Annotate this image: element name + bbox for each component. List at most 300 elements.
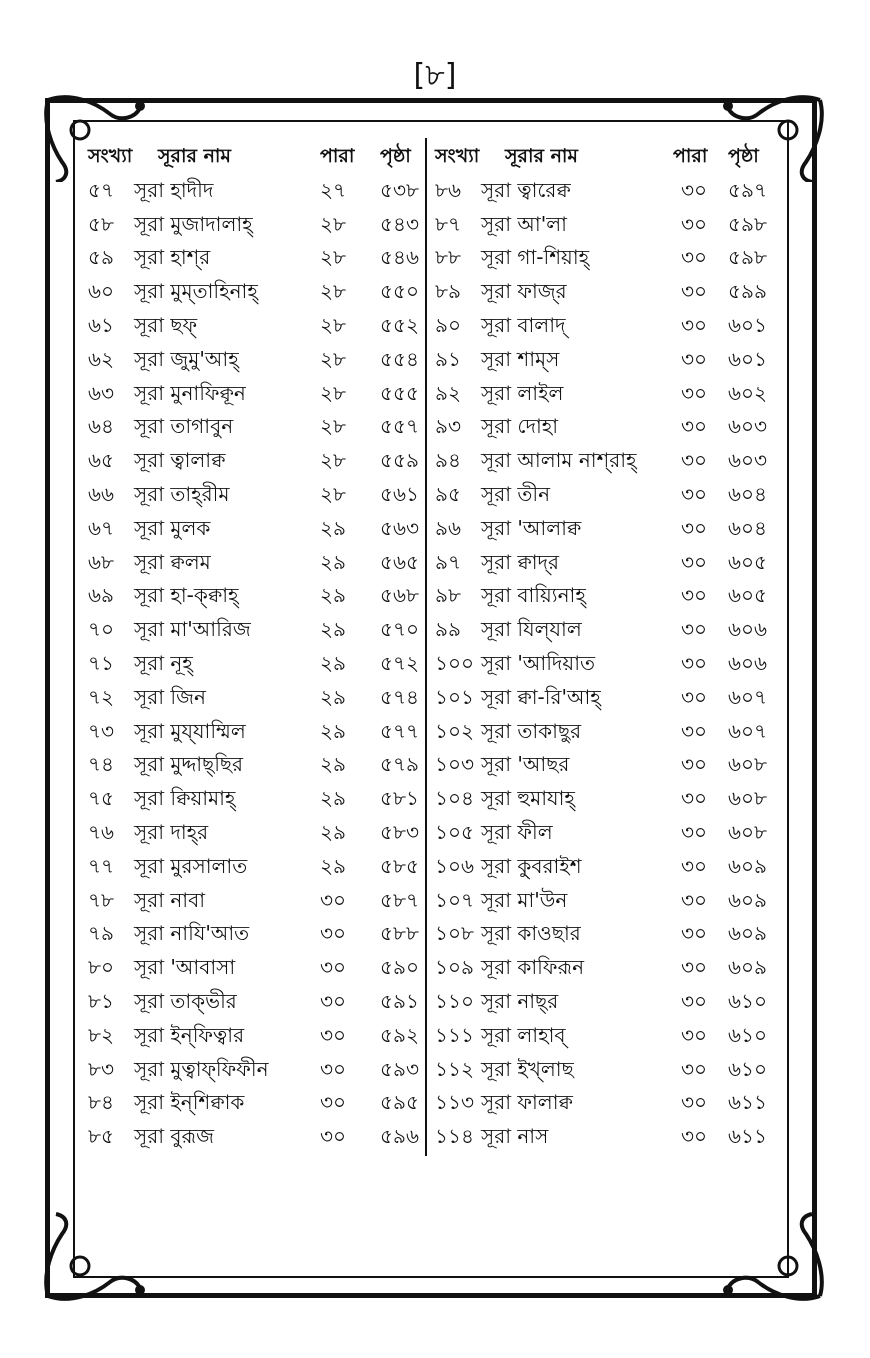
table-row (88, 174, 418, 208)
surah-name: সূরা ত্বালাক্ব (134, 448, 226, 473)
page-number-cell: ৫৫৪ (380, 346, 419, 371)
surah-number: ১১২ (435, 1056, 474, 1081)
para-number: ২৮ (320, 414, 346, 439)
para-number: ৩০ (320, 955, 347, 980)
page-number-cell: ৫৬৫ (380, 549, 419, 574)
surah-number: ১০৮ (435, 921, 474, 946)
table-row (88, 410, 418, 444)
page-number-cell: ৬০৯ (728, 955, 767, 980)
table-row (433, 208, 773, 242)
table-row (433, 951, 773, 985)
surah-name: সূরা নাস (481, 1124, 549, 1149)
para-number: ৩০ (681, 346, 708, 371)
page-number-cell: ৬১০ (728, 1056, 767, 1081)
page-number-cell: ৫৪৬ (380, 245, 419, 270)
surah-name: সূরা বুরূজ (134, 1124, 214, 1149)
toc-left-column (88, 140, 418, 1154)
page-number-cell: ৫৩৮ (380, 177, 419, 202)
page-number-cell: ৬০৫ (728, 583, 767, 608)
page-number-cell: ৬০৮ (728, 819, 767, 844)
surah-number: ১০৩ (435, 752, 474, 777)
surah-number: ৮৯ (435, 279, 461, 304)
table-row (433, 1053, 773, 1087)
surah-number: ৯৮ (435, 583, 461, 608)
para-number: ২৮ (320, 481, 346, 506)
surah-name: সূরা মুত্বাফ্‌ফিফীন (134, 1056, 269, 1081)
para-number: ২৮ (320, 448, 346, 473)
surah-number: ৮১ (88, 988, 114, 1013)
para-number: ৩০ (681, 380, 708, 405)
surah-name: সূরা ছফ্ (134, 312, 197, 337)
para-number: ২৯ (320, 650, 346, 675)
table-row (433, 748, 773, 782)
surah-number: ৭৬ (88, 819, 115, 844)
page-number-cell: ৫৯৫ (380, 1090, 419, 1115)
surah-number: ১০৯ (435, 955, 474, 980)
page-number-cell: ৫৭৯ (380, 752, 419, 777)
surah-name: সূরা তীন (481, 481, 551, 506)
para-number: ২৯ (320, 684, 346, 709)
para-number: ২৮ (320, 245, 346, 270)
para-number: ৩০ (681, 481, 708, 506)
table-row (433, 410, 773, 444)
surah-name: সূরা বায়্যিনাহ্ (481, 583, 586, 608)
surah-name: সূরা ত্বারেক্ব (481, 177, 571, 202)
para-number: ৩০ (681, 549, 708, 574)
surah-number: ৮৭ (435, 211, 461, 236)
page-number-cell: ৫৮৭ (380, 887, 419, 912)
para-number: ৩০ (681, 887, 708, 912)
para-number: ৩০ (681, 448, 708, 473)
surah-name: সূরা ইন্‌শিক্বাক (134, 1090, 245, 1115)
para-number: ৩০ (681, 1124, 708, 1149)
surah-number: ৯২ (435, 380, 461, 405)
table-row (88, 241, 418, 275)
column-divider (425, 138, 427, 1156)
table-row (88, 1120, 418, 1154)
surah-name: সূরা ইন্‌ফিত্বার (134, 1022, 245, 1047)
surah-number: ৯১ (435, 346, 461, 371)
table-row (88, 884, 418, 918)
table-row (433, 512, 773, 546)
surah-name: সূরা আ'লা (481, 211, 567, 236)
surah-number: ৬০ (88, 279, 115, 304)
para-number: ৩০ (681, 312, 708, 337)
surah-name: সূরা হা-ক্ক্বাহ্ (134, 583, 239, 608)
page-number-cell: ৬০৭ (728, 684, 768, 709)
page-number-cell: ৬০৪ (728, 515, 767, 540)
table-row (433, 579, 773, 613)
page-number-cell: ৫৭২ (380, 650, 419, 675)
surah-number: ৯৩ (435, 414, 461, 439)
page-number-cell: ৫৫৫ (380, 380, 419, 405)
table-row (88, 444, 418, 478)
para-number: ৩০ (681, 786, 708, 811)
table-row (433, 715, 773, 749)
table-row (433, 241, 773, 275)
page-number-cell: ৬০৯ (728, 853, 767, 878)
surah-name: সূরা মুলক (134, 515, 211, 540)
para-number: ৩০ (681, 650, 708, 675)
surah-name: সূরা মুনাফিক্বূন (134, 380, 246, 405)
page-number-cell: ৫৬১ (380, 481, 419, 506)
table-row (88, 377, 418, 411)
page-number-cell: ৫৬৮ (380, 583, 419, 608)
page-number-cell: ৫৫০ (380, 279, 419, 304)
header-page: পৃষ্ঠা (380, 145, 411, 167)
para-number: ২৮ (320, 346, 346, 371)
para-number: ২৯ (320, 549, 346, 574)
table-row (433, 174, 773, 208)
page-number-cell: ৬১১ (728, 1090, 767, 1115)
surah-number: ৭৩ (88, 718, 115, 743)
table-row (88, 681, 418, 715)
table-row (88, 546, 418, 580)
toc-right-column (433, 140, 773, 1154)
surah-number: ৫৮ (88, 211, 114, 236)
page-number-cell: ৬০২ (728, 380, 768, 405)
surah-number: ৭৯ (88, 921, 114, 946)
page-number-cell: ৫৮৫ (380, 853, 419, 878)
surah-number: ৭১ (88, 650, 114, 675)
page-number-cell: ৫৮১ (380, 786, 419, 811)
page-number-cell: ৬০৬ (728, 650, 768, 675)
table-row (433, 309, 773, 343)
surah-name: সূরা মা'আরিজ (134, 617, 251, 642)
para-number: ২৯ (320, 786, 346, 811)
para-number: ৩০ (681, 988, 708, 1013)
surah-number: ৬২ (88, 346, 115, 371)
table-row (433, 816, 773, 850)
page-number-cell: ৬০৯ (728, 921, 767, 946)
surah-name: সূরা ফীল (481, 819, 553, 844)
para-number: ২৯ (320, 819, 346, 844)
surah-name: সূরা 'আছর (481, 752, 570, 777)
para-number: ২৯ (320, 853, 346, 878)
para-number: ৩০ (320, 988, 347, 1013)
page-number-cell: ৫৯১ (380, 988, 419, 1013)
header-no: সংখ্যা (435, 145, 480, 167)
table-row (88, 917, 418, 951)
para-number: ২৯ (320, 617, 346, 642)
table-row (88, 647, 418, 681)
surah-number: ৮৮ (435, 245, 461, 270)
surah-number: ১১১ (435, 1022, 474, 1047)
para-number: ৩০ (681, 684, 708, 709)
surah-name: সূরা লাইল (481, 380, 564, 405)
para-number: ৩০ (681, 921, 708, 946)
surah-number: ৯৫ (435, 481, 461, 506)
surah-number: ৬৫ (88, 448, 114, 473)
surah-number: ৬৯ (88, 583, 114, 608)
para-number: ৩০ (681, 617, 708, 642)
page-number-cell: ৫৪৩ (380, 211, 419, 236)
surah-number: ৫৭ (88, 177, 114, 202)
surah-number: ৭৪ (88, 752, 114, 777)
para-number: ৩০ (320, 1022, 347, 1047)
surah-name: সূরা নাছ্‌র (481, 988, 559, 1013)
surah-name: সূরা শাম্‌স (481, 346, 560, 371)
surah-number: ৮৫ (88, 1124, 114, 1149)
surah-number: ১০৬ (435, 853, 474, 878)
surah-number: ৫৯ (88, 245, 114, 270)
table-row (433, 917, 773, 951)
page-number-cell: ৬১১ (728, 1124, 767, 1149)
surah-name: সূরা ইখ্‌লাছ (481, 1056, 574, 1081)
surah-name: সূরা কাফিরূন (481, 955, 585, 980)
table-row (88, 850, 418, 884)
surah-number: ৬৪ (88, 414, 114, 439)
table-row (88, 816, 418, 850)
page-number-cell: ৬০৮ (728, 786, 767, 811)
surah-name: সূরা বালাদ্ (481, 312, 566, 337)
surah-number: ৯৬ (435, 515, 461, 540)
toc-left-rows (88, 174, 418, 1154)
surah-name: সূরা 'আলাক্ব (481, 515, 582, 540)
corner-ornament-icon (718, 1212, 828, 1304)
page-number-cell: ৫৯৩ (380, 1056, 419, 1081)
page-number-cell: ৫৯৯ (728, 279, 767, 304)
table-row (88, 951, 418, 985)
page-number-cell: ৬০৯ (728, 887, 767, 912)
page-number: [৮] (413, 58, 457, 93)
page-number-cell: ৫৫৭ (380, 414, 419, 439)
para-number: ৩০ (681, 955, 708, 980)
para-number: ৩০ (320, 921, 347, 946)
surah-number: ১০৪ (435, 786, 474, 811)
surah-name: সূরা মুদ্দাছ্‌ছির (134, 752, 244, 777)
table-row (88, 1053, 418, 1087)
header-para: পারা (673, 145, 708, 167)
surah-name: সূরা ফাজ্‌র (481, 279, 567, 304)
surah-name: সূরা মুরসালাত (134, 853, 248, 878)
para-number: ২৯ (320, 583, 346, 608)
para-number: ২৮ (320, 312, 346, 337)
para-number: ৩০ (681, 853, 708, 878)
surah-number: ৮৬ (435, 177, 461, 202)
surah-name: সূরা মুম্‌তাহিনাহ্ (134, 279, 258, 304)
surah-name: সূরা 'আবাসা (134, 955, 236, 980)
para-number: ৩০ (681, 279, 708, 304)
page-number-cell: ৫৮৩ (380, 819, 419, 844)
para-number: ৩০ (681, 245, 708, 270)
surah-name: সূরা জিন (134, 684, 206, 709)
page-number-cell: ৬০১ (728, 312, 767, 337)
para-number: ২৯ (320, 718, 346, 743)
page-number-cell: ৫৭৪ (380, 684, 419, 709)
surah-number: ৮২ (88, 1022, 114, 1047)
table-row (433, 613, 773, 647)
table-row (433, 1019, 773, 1053)
table-header (433, 140, 773, 174)
table-row (88, 715, 418, 749)
surah-name: সূরা কু্বরাইশ (481, 853, 582, 878)
header-name: সূরার নাম (158, 145, 231, 167)
para-number: ৩০ (681, 819, 708, 844)
surah-name: সূরা মা'উন (481, 887, 568, 912)
table-header (88, 140, 418, 174)
table-row (88, 343, 418, 377)
surah-name: সূরা তাকাছুর (481, 718, 582, 743)
header-name: সূরার নাম (505, 145, 578, 167)
page-number-cell: ৬০৩ (728, 448, 768, 473)
surah-name: সূরা 'আদিয়াত (481, 650, 596, 675)
surah-number: ১০১ (435, 684, 474, 709)
surah-number: ৯৭ (435, 549, 461, 574)
surah-name: সূরা ক্বাদ্‌র (481, 549, 560, 574)
para-number: ৩০ (681, 1056, 708, 1081)
para-number: ৩০ (320, 1124, 347, 1149)
para-number: ৩০ (320, 1056, 347, 1081)
table-row (88, 782, 418, 816)
para-number: ২৯ (320, 752, 346, 777)
surah-name: সূরা ক্বা-রি'আহ্ (481, 684, 601, 709)
para-number: ৩০ (320, 1090, 347, 1115)
table-row (433, 546, 773, 580)
table-row (88, 208, 418, 242)
surah-number: ১০৭ (435, 887, 474, 912)
page-number-cell: ৫৯৬ (380, 1124, 419, 1149)
surah-number: ৭৫ (88, 786, 114, 811)
surah-name: সূরা দোহা (481, 414, 559, 439)
table-row (433, 681, 773, 715)
surah-number: ৮৪ (88, 1090, 114, 1115)
page-number-cell: ৫৭৭ (380, 718, 419, 743)
page-number-cell: ৫৯২ (380, 1022, 419, 1047)
para-number: ২৮ (320, 279, 346, 304)
para-number: ৩০ (681, 515, 708, 540)
page-number-cell: ৫৭০ (380, 617, 419, 642)
surah-number: ৬৬ (88, 481, 115, 506)
table-row (433, 343, 773, 377)
table-row (88, 748, 418, 782)
table-row (433, 275, 773, 309)
surah-name: সূরা হাশ্‌র (134, 245, 211, 270)
surah-number: ১১০ (435, 988, 474, 1013)
surah-number: ১০০ (435, 650, 474, 675)
surah-name: সূরা ক্বলম (134, 549, 211, 574)
table-row (88, 275, 418, 309)
page-number-cell: ৫৫২ (380, 312, 419, 337)
surah-name: সূরা দাহ্‌র (134, 819, 209, 844)
page-number-cell: ৬১০ (728, 988, 767, 1013)
surah-name: সূরা ফালাক্ব (481, 1090, 573, 1115)
page-number-cell: ৫৯৭ (728, 177, 767, 202)
page-number-cell: ৫৬৩ (380, 515, 419, 540)
table-row (433, 647, 773, 681)
surah-name: সূরা নূহ্ (134, 650, 193, 675)
surah-number: ১০৫ (435, 819, 474, 844)
surah-number: ৮৩ (88, 1056, 114, 1081)
corner-ornament-icon (40, 1212, 150, 1304)
table-row (433, 377, 773, 411)
surah-name: সূরা যিল্‌যাল (481, 617, 582, 642)
table-row (88, 478, 418, 512)
table-row (88, 985, 418, 1019)
page-number-cell: ৫৯৮ (728, 245, 767, 270)
toc-right-rows (433, 174, 773, 1154)
surah-name: সূরা নাবা (134, 887, 206, 912)
table-row (433, 1120, 773, 1154)
para-number: ৩০ (681, 1022, 708, 1047)
surah-name: সূরা জুমু'আহ্ (134, 346, 239, 371)
para-number: ৩০ (681, 177, 708, 202)
page-number-cell: ৫৮৮ (380, 921, 419, 946)
surah-name: সূরা ক্বিয়ামাহ্ (134, 786, 236, 811)
table-row (433, 884, 773, 918)
surah-name: সূরা তাহ্‌রীম (134, 481, 230, 506)
page-number-cell: ৫৯০ (380, 955, 419, 980)
para-number: ৩০ (681, 752, 708, 777)
table-row (88, 1019, 418, 1053)
surah-name: সূরা হুমাযাহ্ (481, 786, 575, 811)
para-number: ২৯ (320, 515, 346, 540)
table-row (88, 309, 418, 343)
page-number-cell: ৫৯৮ (728, 211, 767, 236)
surah-number: ৭২ (88, 684, 115, 709)
surah-name: সূরা তাগাবুন (134, 414, 234, 439)
table-row (433, 444, 773, 478)
header-para: পারা (320, 145, 355, 167)
table-row (433, 478, 773, 512)
table-row (88, 512, 418, 546)
para-number: ৩০ (681, 211, 708, 236)
page-number-cell: ৬১০ (728, 1022, 767, 1047)
page-number-cell: ৫৫৯ (380, 448, 419, 473)
surah-number: ৬৩ (88, 380, 115, 405)
surah-number: ৭৭ (88, 853, 115, 878)
para-number: ৩০ (681, 718, 708, 743)
header-no: সংখ্যা (88, 145, 133, 167)
table-row (433, 1086, 773, 1120)
surah-name: সূরা নাযি'আত (134, 921, 250, 946)
page-number-cell: ৬০১ (728, 346, 767, 371)
surah-number: ৭০ (88, 617, 115, 642)
table-row (433, 985, 773, 1019)
para-number: ৩০ (681, 583, 708, 608)
surah-name: সূরা হাদীদ (134, 177, 214, 202)
surah-number: ৯০ (435, 312, 461, 337)
surah-name: সূরা লাহাব্ (481, 1022, 566, 1047)
surah-number: ৭৮ (88, 887, 114, 912)
table-row (433, 782, 773, 816)
surah-name: সূরা আলাম নাশ্‌রাহ্ (481, 448, 637, 473)
surah-number: ৮০ (88, 955, 114, 980)
surah-number: ৬১ (88, 312, 114, 337)
para-number: ৩০ (681, 414, 708, 439)
surah-number: ১১৩ (435, 1090, 474, 1115)
table-row (88, 613, 418, 647)
surah-number: ৬৭ (88, 515, 115, 540)
surah-number: ৬৮ (88, 549, 114, 574)
header-page: পৃষ্ঠা (728, 145, 759, 167)
surah-number: ৯৯ (435, 617, 461, 642)
para-number: ৩০ (320, 887, 347, 912)
surah-name: সূরা গা-শিয়াহ্ (481, 245, 590, 270)
surah-number: ৯৪ (435, 448, 461, 473)
page-number-cell: ৬০৬ (728, 617, 768, 642)
para-number: ২৭ (320, 177, 347, 202)
para-number: ২৮ (320, 211, 346, 236)
surah-name: সূরা মুজাদালাহ্ (134, 211, 253, 236)
surah-name: সূরা তাক্‌ভীর (134, 988, 237, 1013)
para-number: ২৮ (320, 380, 346, 405)
table-row (88, 1086, 418, 1120)
para-number: ৩০ (681, 1090, 708, 1115)
page-number-cell: ৬০৫ (728, 549, 767, 574)
surah-name: সূরা কাওছার (481, 921, 581, 946)
page-number-cell: ৬০৪ (728, 481, 767, 506)
